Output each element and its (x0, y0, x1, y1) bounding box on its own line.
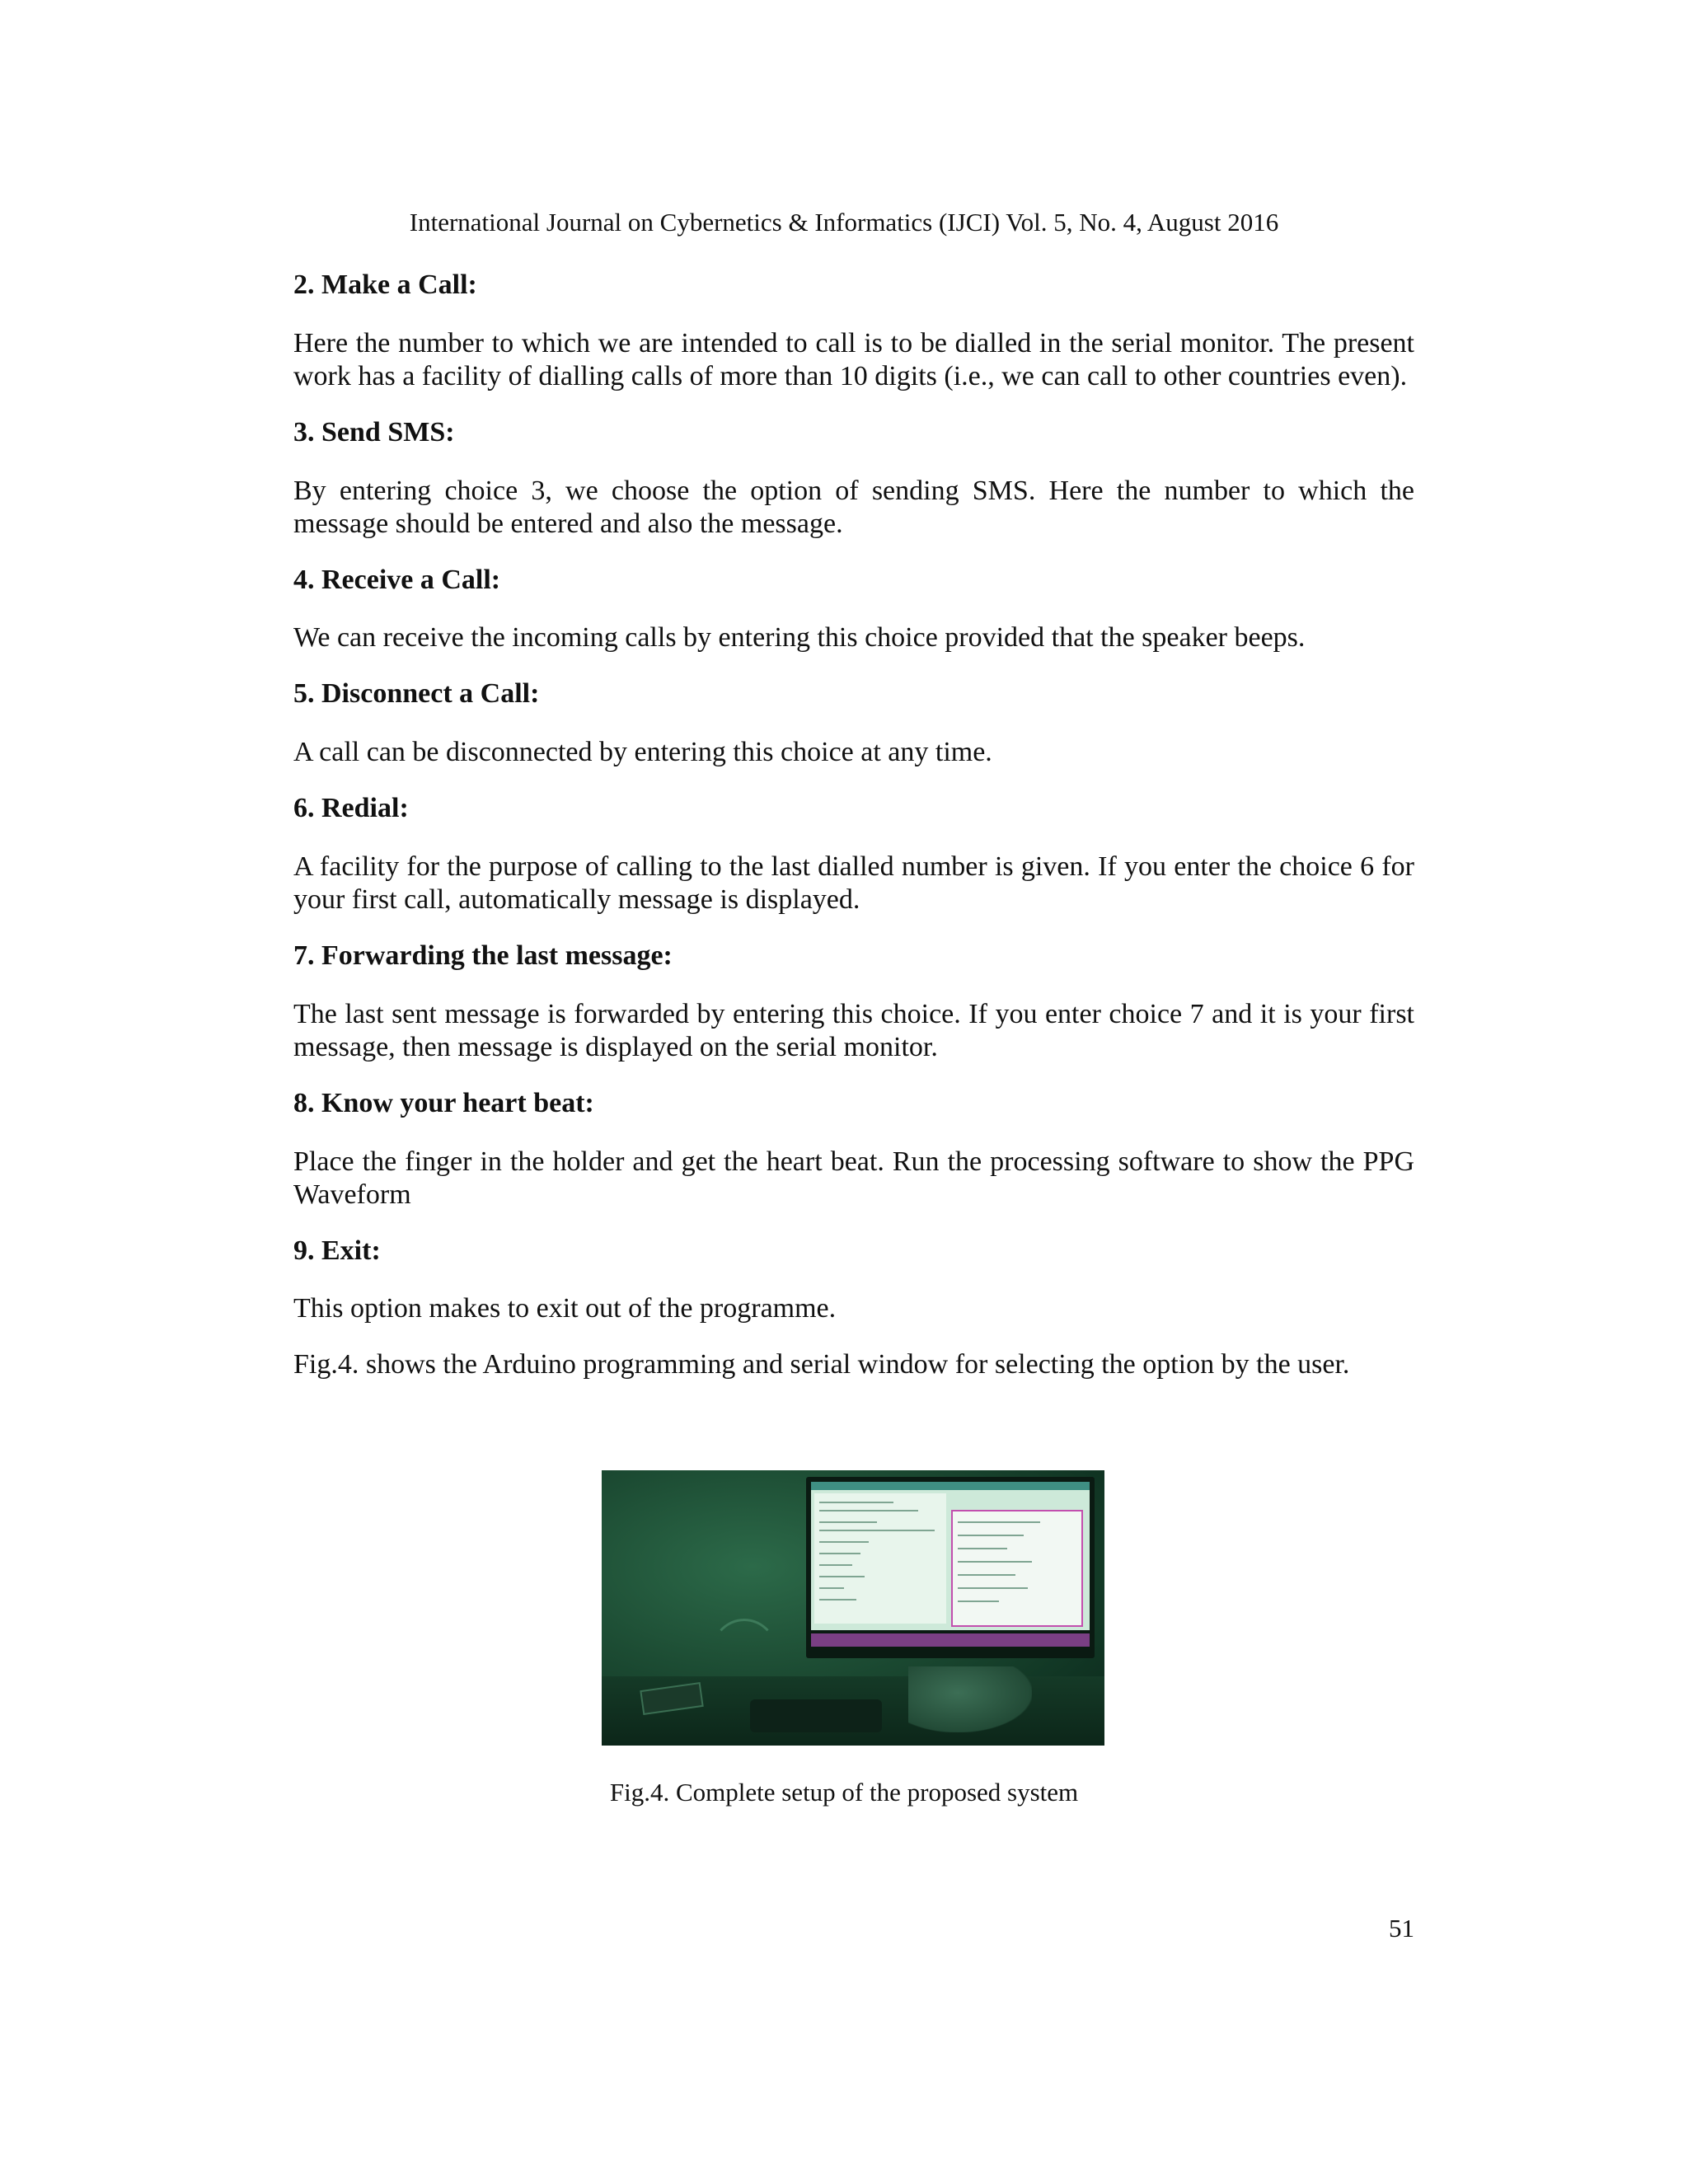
code-line (819, 1530, 935, 1531)
code-line (819, 1553, 860, 1554)
arduino-editor-pane (814, 1493, 946, 1624)
section-paragraph: This option makes to exit out of the programme. (293, 1293, 837, 1324)
section-make-call (293, 269, 1414, 393)
section-disconnect-call (293, 677, 1414, 769)
desktop-taskbar (811, 1633, 1090, 1647)
section-paragraph: A call can be disconnected by entering this choice at any time. (293, 737, 992, 768)
section-heading: 6. Redial: (293, 793, 409, 824)
code-line (819, 1541, 869, 1543)
section-receive-call (293, 564, 1414, 655)
serial-line (958, 1521, 1040, 1523)
section-send-sms (293, 416, 1414, 541)
section-heading: 3. Send SMS: (293, 416, 455, 448)
code-line (819, 1576, 865, 1577)
section-heading: 8. Know your heart beat: (293, 1087, 594, 1118)
running-header: International Journal on Cybernetics & Informatics (IJCI) Vol. 5, No. 4, August 2016 (409, 208, 1279, 237)
section-paragraph: Place the finger in the holder and get the heart beat. Run the processing software to show the PPG Waveform (293, 1146, 1414, 1210)
laptop-screen (811, 1482, 1090, 1630)
section-heading: 5. Disconnect a Call: (293, 678, 540, 710)
section-heading: 2. Make a Call: (293, 269, 477, 300)
serial-line (958, 1601, 999, 1602)
article-body (293, 269, 1414, 1404)
keyboard (750, 1699, 882, 1732)
section-paragraph: By entering choice 3, we choose the option of sending SMS. Here the number to which the message should be entered and also the message. (293, 475, 1414, 539)
section-heading: 9. Exit: (293, 1235, 381, 1266)
section-paragraph: Here the number to which we are intended to call is to be dialled in the serial monitor. The present work has a facility of dialling calls of more than 10 digits (i.e., we can call to other countries even). (293, 327, 1414, 391)
ide-toolbar (811, 1482, 1090, 1490)
section-paragraph: We can receive the incoming calls by entering this choice provided that the speaker beeps. (293, 622, 1306, 654)
figure-caption: Fig.4. Complete setup of the proposed system (609, 1778, 1079, 1807)
code-line (819, 1510, 918, 1511)
user-hand (908, 1666, 1032, 1732)
section-paragraph: The last sent message is forwarded by entering this choice. If you enter choice 7 and it is your first message, then message is displayed on the serial monitor. (293, 998, 1414, 1062)
figure-intro-paragraph: Fig.4. shows the Arduino programming and serial window for selecting the option by the user. (293, 1349, 1350, 1380)
section-heart-beat (293, 1087, 1414, 1212)
serial-line (958, 1574, 1015, 1576)
serial-line (958, 1561, 1032, 1563)
code-line (819, 1564, 852, 1566)
serial-monitor-window (951, 1510, 1083, 1627)
setup-photo (602, 1470, 1104, 1746)
serial-line (958, 1548, 1007, 1549)
section-redial (293, 792, 1414, 916)
section-exit (293, 1235, 1414, 1326)
section-forward-message (293, 940, 1414, 1064)
page-number: 51 (1389, 1914, 1414, 1943)
code-line (819, 1599, 856, 1601)
cable (709, 1619, 780, 1698)
serial-line (958, 1587, 1028, 1589)
laptop-monitor (806, 1477, 1095, 1658)
section-heading: 7. Forwarding the last message: (293, 940, 673, 971)
code-line (819, 1587, 844, 1589)
serial-line (958, 1535, 1024, 1536)
section-heading: 4. Receive a Call: (293, 564, 501, 595)
section-paragraph: A facility for the purpose of calling to the last dialled number is given. If you enter the choice 6 for your first call, automatically message is displayed. (293, 851, 1414, 915)
code-line (819, 1502, 893, 1503)
code-line (819, 1521, 877, 1523)
